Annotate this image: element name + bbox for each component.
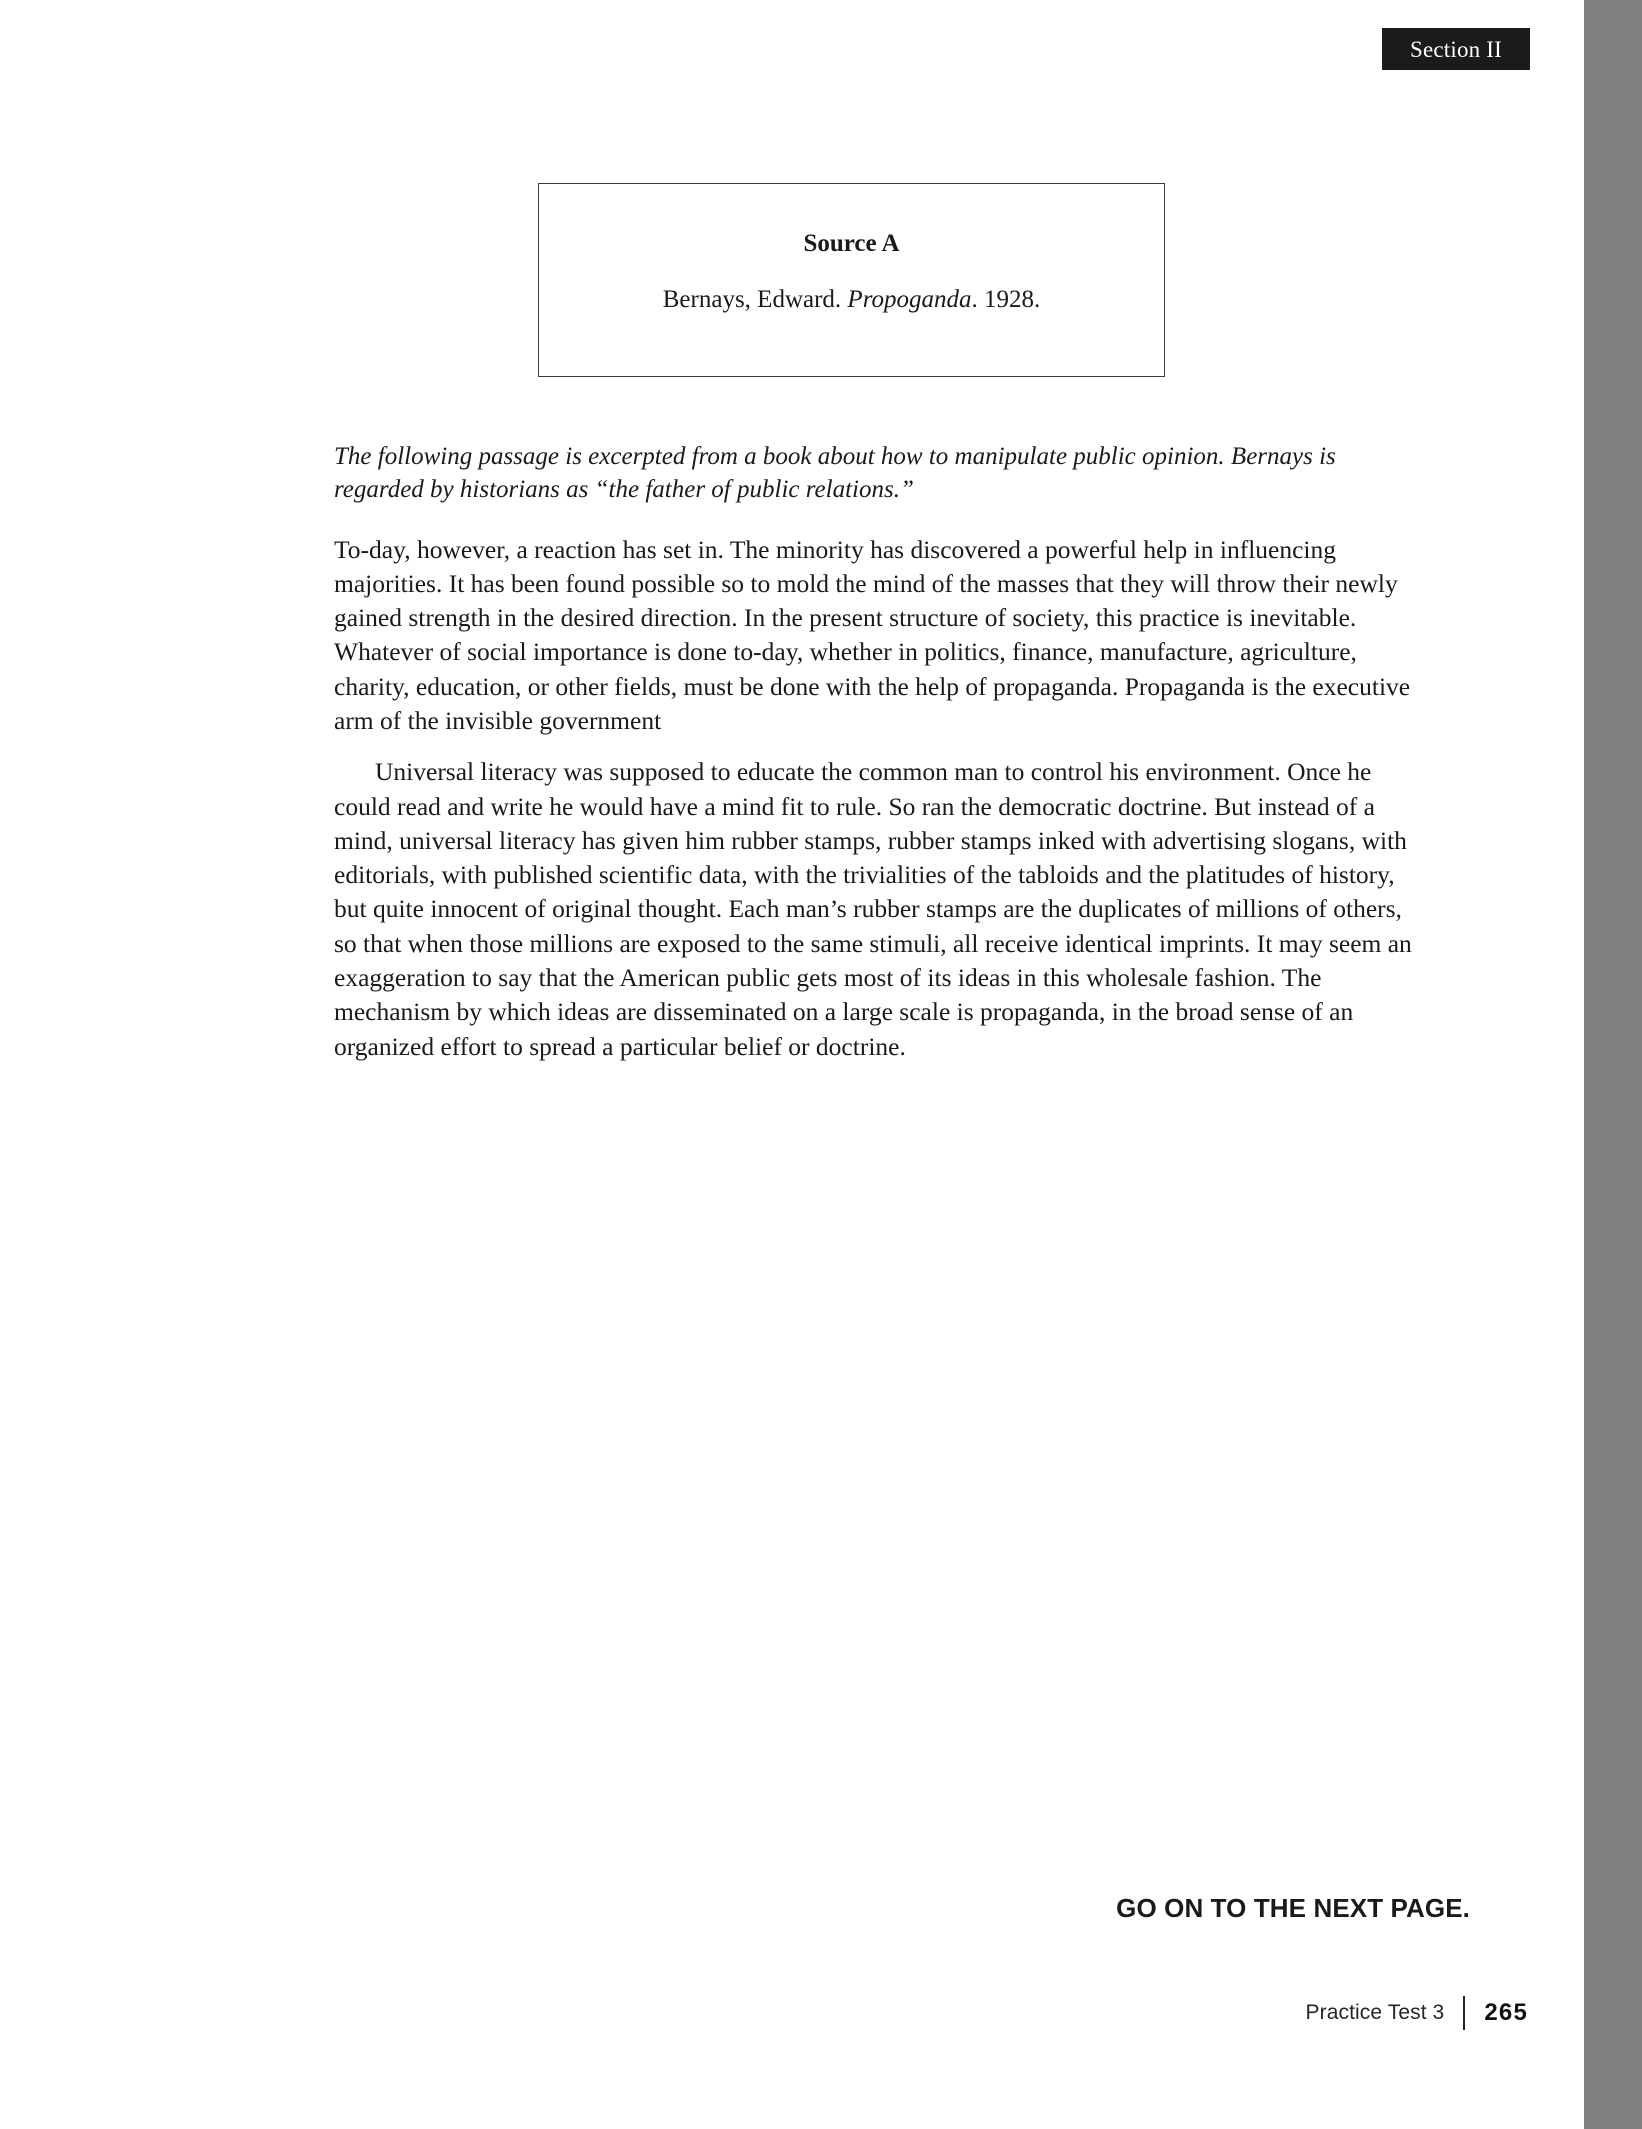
- page-edge-bar: [1584, 0, 1642, 2129]
- passage-body: [334, 440, 1412, 1081]
- footer-divider: [1463, 1996, 1465, 2030]
- source-citation-work-title: Propoganda: [847, 286, 972, 313]
- footer-page-number: 265: [1484, 1999, 1528, 2026]
- passage-intro-note: The following passage is excerpted from a book about how to manipulate public opinion. Bernays is regarded by historians as “the father of public relations.”: [334, 443, 1336, 504]
- source-citation: [539, 284, 1164, 317]
- section-tab-label: Section II: [1409, 36, 1503, 62]
- source-citation-year: . 1928.: [971, 286, 1041, 313]
- passage-paragraph-2: Universal literacy was supposed to educate the common man to control his environment. Once he could read and write he would have a mind fit to rule. So ran the democratic doctrine. But instead of a mind, universal literacy has given him rubber stamps, rubber stamps inked with advertising slogans, with editorials, with published scientific data, with the trivialities of the tabloids and the platitudes of history, but quite innocent of original thought. Each man’s rubber stamps are the duplicates of millions of others, so that when those millions are exposed to the same stimuli, all receive identical imprints. It may seem an exaggeration to say that the American public gets most of its ideas in this wholesale fashion. The mechanism by which ideas are disseminated on a large scale is propaganda, in the broad sense of an organized effort to spread a particular belief or doctrine.: [334, 757, 1412, 1061]
- passage-paragraph-1: To-day, however, a reaction has set in. The minority has discovered a powerful help in influencing majorities. It has been found possible so to mold the mind of the masses that they will throw their newly gained strength in the desired direction. In the present structure of society, this practice is inevitable. Whatever of social importance is done to-day, whether in politics, finance, manufacture, agriculture, charity, education, or other fields, must be done with the help of propaganda. Propaganda is the executive arm of the invisible government: [334, 534, 1411, 735]
- go-on-to-next-page-note: GO ON TO THE NEXT PAGE.: [1116, 1893, 1470, 1923]
- source-title: Source A: [803, 230, 900, 257]
- source-citation-box: [538, 183, 1165, 377]
- section-tab: [1382, 28, 1530, 70]
- footer-test-label: Practice Test 3: [1305, 2001, 1445, 2024]
- page-footer: [1306, 1996, 1529, 2030]
- source-citation-author: Bernays, Edward.: [662, 286, 848, 313]
